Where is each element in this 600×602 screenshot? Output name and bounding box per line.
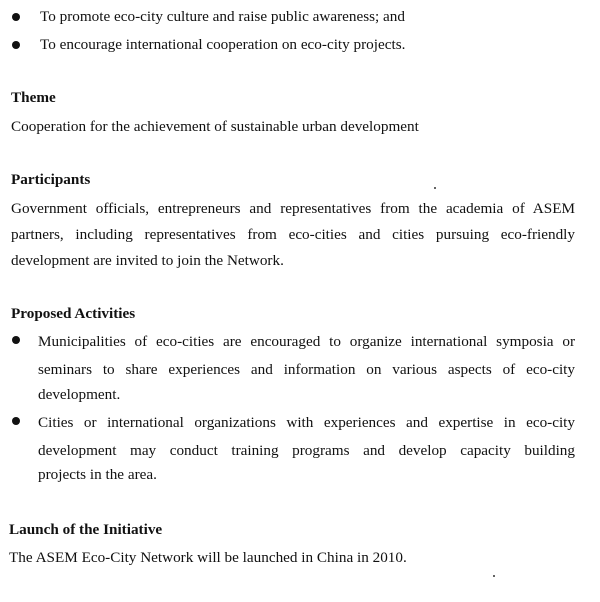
section-heading-activities: Proposed Activities [11,305,136,322]
participants-line: Government officials, entrepreneurs and representatives from the academia of ASEM [11,200,575,217]
activity-line: Cities or international organizations with experiences and expertise in eco-city [38,414,575,431]
section-heading-launch: Launch of the Initiative [9,521,163,538]
bullet-text: To encourage international cooperation on eco-city projects. [40,36,406,53]
scan-speck [493,575,495,577]
participants-line: partners, including representatives from eco-cities and cities pursuing eco-friendly [11,226,575,243]
bullet-text: To promote eco-city culture and raise public awareness; and [40,8,405,25]
activity-line: projects in the area. [38,466,157,483]
bullet-icon [12,417,20,425]
bullet-icon [12,13,20,21]
scan-speck [434,187,436,189]
participants-line: development are invited to join the Network. [11,252,284,269]
theme-text: Cooperation for the achievement of sustainable urban development [11,118,419,135]
activity-line: seminars to share experiences and information on various aspects of eco-city [38,361,575,378]
bullet-icon [12,41,20,49]
bullet-icon [12,336,20,344]
activity-line: development may conduct training programs and develop capacity building [38,442,575,459]
activity-line: development. [38,386,121,403]
section-heading-participants: Participants [11,171,91,188]
section-heading-theme: Theme [11,89,56,106]
launch-text: The ASEM Eco-City Network will be launched in China in 2010. [9,549,407,566]
activity-line: Municipalities of eco-cities are encouraged to organize international symposia or [38,333,575,350]
